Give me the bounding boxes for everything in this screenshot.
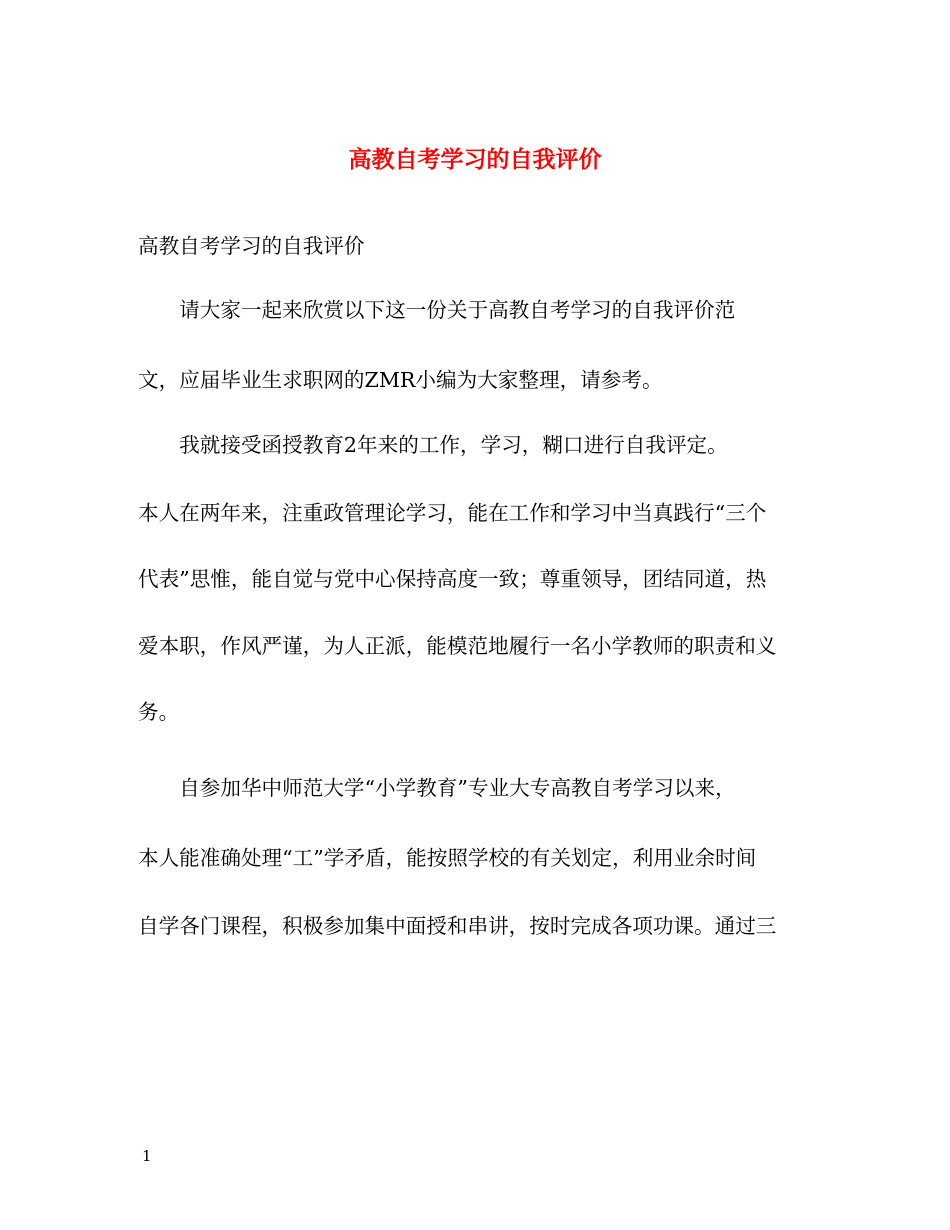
body-line-6: 代表”思惟，能自觉与党中心保持高度一致；尊重领导，团结同道，热 [138, 567, 767, 591]
body-line-4: 我就接受函授教育2年来的工作，学习，糊口进行自我评定。 [138, 433, 728, 457]
page-number: 1 [142, 1147, 152, 1165]
body-line-7: 爱本职，作风严谨，为人正派，能模范地履行一名小学教师的职责和义 [138, 634, 777, 658]
body-line-1: 高教自考学习的自我评价 [138, 234, 365, 258]
body-line-10: 本人能准确处理“工”学矛盾，能按照学校的有关划定，利用业余时间 [138, 846, 757, 870]
body-line-3: 文，应届毕业生求职网的ZMR小编为大家整理，请参考。 [138, 368, 663, 392]
body-line-2: 请大家一起来欣赏以下这一份关于高教自考学习的自我评价范 [138, 298, 736, 322]
body-line-9: 自参加华中师范大学“小学教育”专业大专高教自考学习以来， [138, 776, 736, 800]
body-line-8: 务。 [138, 700, 180, 724]
body-line-11: 自学各门课程，积极参加集中面授和串讲，按时完成各项功课。通过三 [138, 914, 777, 938]
body-line-5: 本人在两年来，注重政管理论学习，能在工作和学习中当真践行“三个 [138, 501, 767, 525]
document-title: 高教自考学习的自我评价 [348, 146, 602, 173]
